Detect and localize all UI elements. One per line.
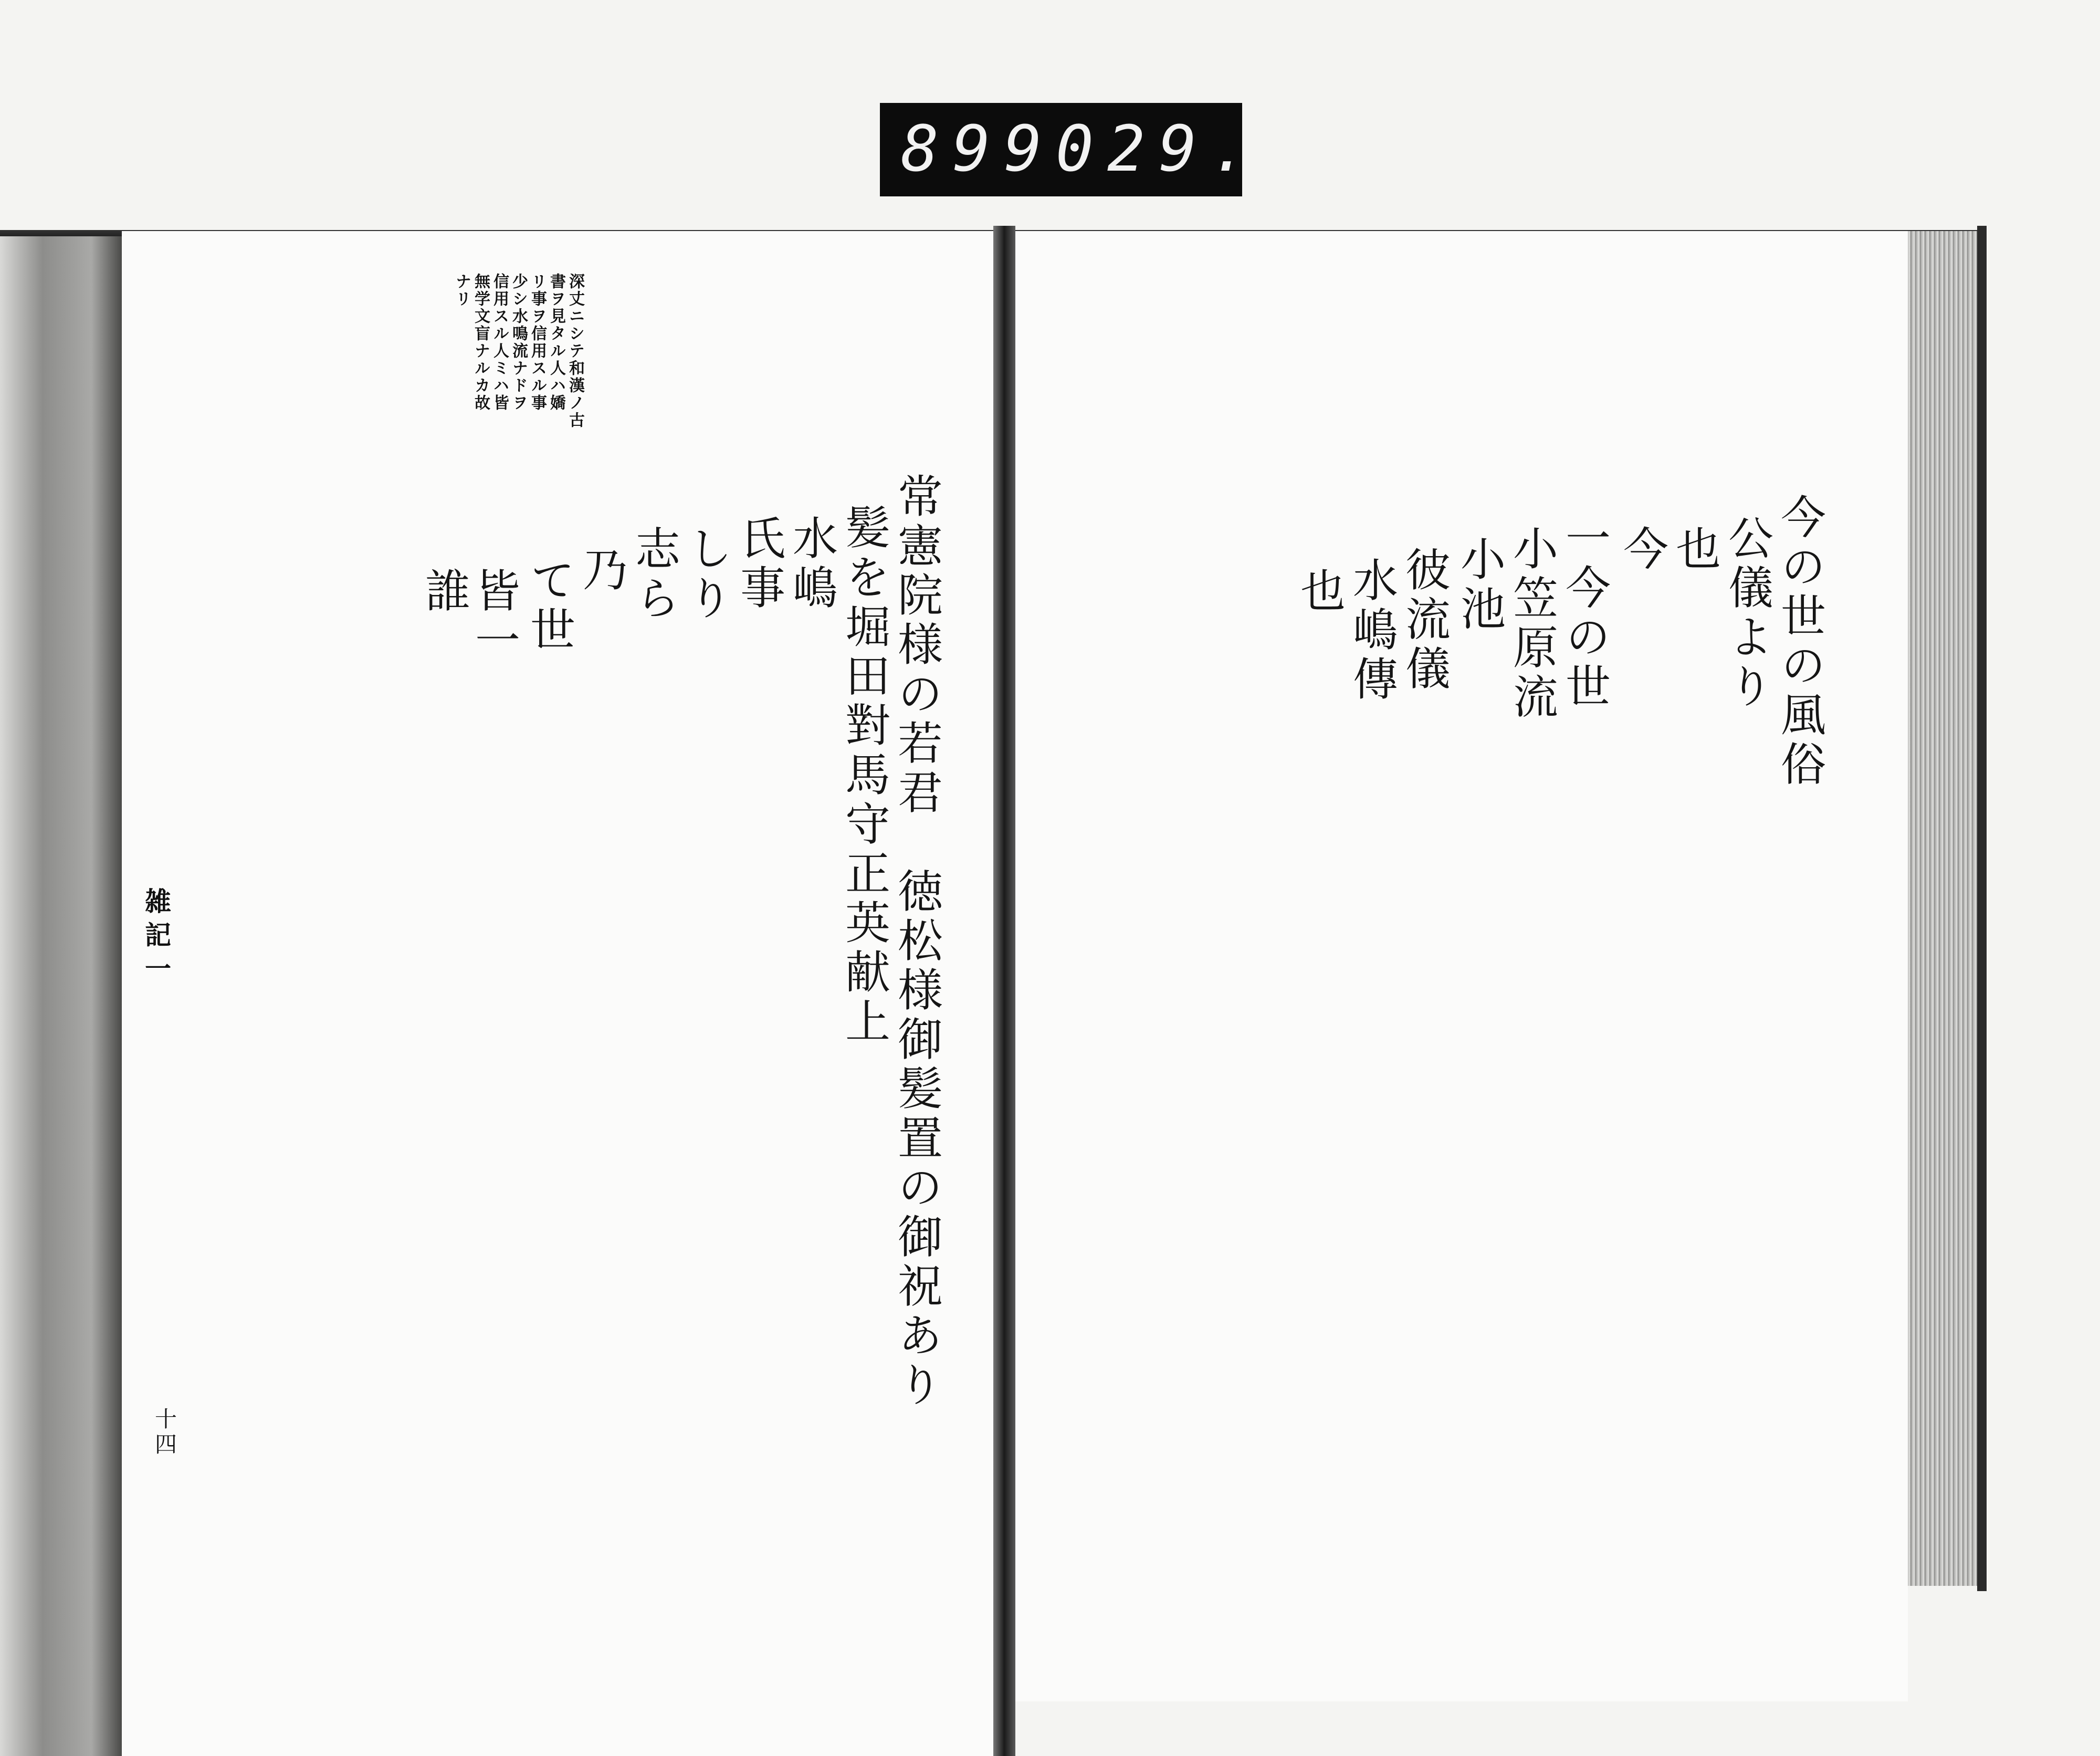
- left-page-shadow: [0, 236, 122, 1756]
- text-column: 常憲院様の若君 徳松様御髪置の御祝あり: [890, 473, 942, 1410]
- marginal-note-line: 信用スル人ミハ皆: [490, 273, 509, 412]
- text-column: しり: [680, 525, 732, 624]
- text-column: 一今の世: [1558, 515, 1610, 712]
- text-column: 水嶋傳: [1345, 557, 1398, 705]
- reel-number-left: 899: [901, 113, 1056, 186]
- text-column: 小池: [1453, 536, 1505, 634]
- text-column: て世: [522, 557, 575, 655]
- text-column: 今の世の風俗: [1773, 494, 1825, 790]
- text-column: 也: [1293, 567, 1345, 616]
- marginal-note-line: ナリ: [453, 273, 471, 308]
- text-column: 皆一: [467, 567, 520, 666]
- marginal-note-line: 無学文盲ナルカ故: [471, 273, 490, 412]
- text-column: 乃: [575, 546, 627, 595]
- left-page: [122, 231, 993, 1756]
- text-column: 髪を堀田對馬守正英献上: [837, 504, 890, 1047]
- book-fore-edge: [1908, 231, 1984, 1586]
- text-column: 也: [1668, 525, 1720, 574]
- marginal-note-line: 書ヲ見タル人ハ嬌: [547, 273, 565, 412]
- text-column: 誰: [417, 567, 470, 616]
- text-column: 氏事: [732, 515, 785, 613]
- marginal-note-line: リ事ヲ信用スル事: [528, 273, 547, 412]
- text-column: 水嶋: [785, 515, 837, 613]
- text-column: 公儀より: [1720, 515, 1773, 712]
- text-column: 小笠原流: [1505, 525, 1558, 723]
- marginal-note-line: 深丈ニシテ和漢ノ古: [566, 273, 584, 429]
- right-page: [1015, 231, 1908, 1701]
- reel-number-label: [880, 103, 1262, 196]
- reel-number-right: 029.: [1055, 113, 1262, 186]
- book-gutter: [993, 226, 1015, 1756]
- book-fore-edge-border: [1977, 226, 1987, 1591]
- text-column: 彼流儀: [1398, 546, 1450, 694]
- page-header-title: 雑記一: [141, 887, 172, 988]
- text-column: 志ら: [627, 525, 680, 624]
- page-number: 十四: [152, 1407, 177, 1458]
- marginal-note-line: 少シ水鳴流ナドヲ: [509, 273, 528, 412]
- text-column: 今: [1615, 525, 1668, 574]
